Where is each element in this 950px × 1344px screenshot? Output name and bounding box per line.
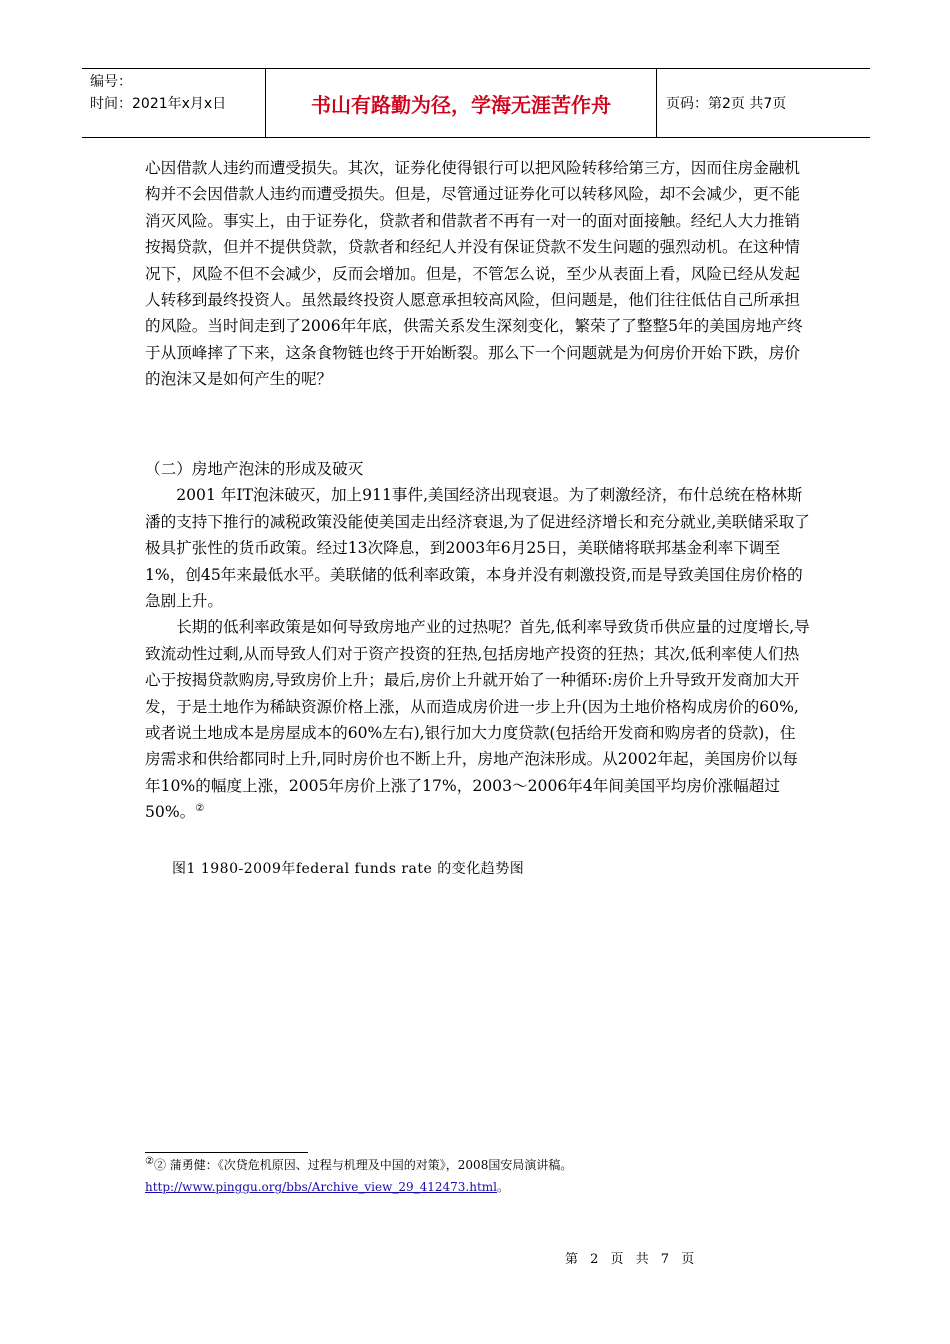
page-number-footer: 第 2 页 共 7 页 [565,1252,699,1267]
footnote-marker: ② [145,1156,154,1167]
footnote [145,1154,825,1198]
paragraph-text: 心因借款人违约而遭受损失。其次，证券化使得银行可以把风险转移给第三方，因而住房金融机构并不会因借款人违约而遭受损失。但是，尽管通过证券化可以转移风险，却不会减少，更不能消灭风险。事实上，由于证券化，贷款者和借款者不再有一对一的面对面接触。经纪人大力推销按揭贷款，但并不提供贷款，贷款者和经纪人并没有保证贷款不发生问题的强烈动机。在这种情况下，风险不但不会减少，反而会增加。但是，不管怎么说，至少从表面上看，风险已经从发起人转移到最终投资人。虽然最终投资人愿意承担较高风险，但问题是，他们往往低估自己所承担的风险。当时间走到了2006年年底，供需关系发生深刻变化，繁荣了了整整5年的美国房地产终于从顶峰摔了下来，这条食物链也终于开始断裂。那么下一个问题就是为何房价开始下跌，房价的泡沫又是如何产生的呢？ [145,159,803,389]
footnote-reference[interactable]: ② [195,803,205,815]
footnote-end: 。 [497,1180,510,1194]
footnote-link[interactable]: http://www.pinggu.org/bbs/Archive_view_29_412473.html [145,1180,498,1194]
header-page-label: 页码：第2页 共7页 [666,96,787,112]
paragraph-low-rate [145,614,810,825]
paragraph-text: 2001 年IT泡沫破灭，加上911事件,美国经济出现衰退。为了刺激经济，布什总统在格林斯潘的支持下推行的减税政策没能使美国走出经济衰退,为了促进经济增长和充分就业,美联储采取了极具扩张性的货币政策。经过13次降息，到2003年6月25日，美联储将联邦基金利率下调至1%，创45年来最低水平。美联储的低利率政策，本身并没有刺激投资,而是导致美国住房价格的急剧上升。 [145,486,810,611]
paragraph-text: 长期的低利率政策是如何导致房地产业的过热呢？首先,低利率导致货币供应量的过度增长,导致流动性过剩,从而导致人们对于资产投资的狂热,包括房地产投资的狂热；其次,低利率使人们热心于按揭贷款购房,导致房价上升；最后,房价上升就开始了一种循环:房价上升导致开发商加大开发，于是土地作为稀缺资源价格上涨，从而造成房价进一步上升(因为土地价格构成房价的60%,或者说土地成本是房屋成本的60%左右),银行加大力度贷款(包括给开发商和购房者的贷款)，住房需求和供给都同时上升,同时房价也不断上升，房地产泡沫形成。从2002年起，美国房价以每年10%的幅度上涨，2005年房价上涨了17%，2003～2006年4年间美国平均房价涨幅超过50%。 [145,618,810,822]
section-housing-bubble [145,456,810,826]
figure-caption: 图1 1980-2009年federal funds rate 的变化趋势图 [172,861,525,877]
document-number-label: 编号： [90,74,132,90]
header-motto: 书山有路勤为径，学海无涯苦作舟 [311,92,611,117]
header-divider [656,69,657,137]
paragraph-risk-transfer [145,155,810,393]
section-heading: （二）房地产泡沫的形成及破灭 [145,460,364,478]
page-header [82,68,870,138]
footnote-text: ② 蒲勇健：《次贷危机原因、过程与机理及中国的对策》，2008国安局演讲稿。 [153,1158,573,1172]
header-meta [90,71,270,135]
document-date-label: 时间：2021年x月x日 [90,96,227,112]
footnote-separator [145,1152,308,1153]
